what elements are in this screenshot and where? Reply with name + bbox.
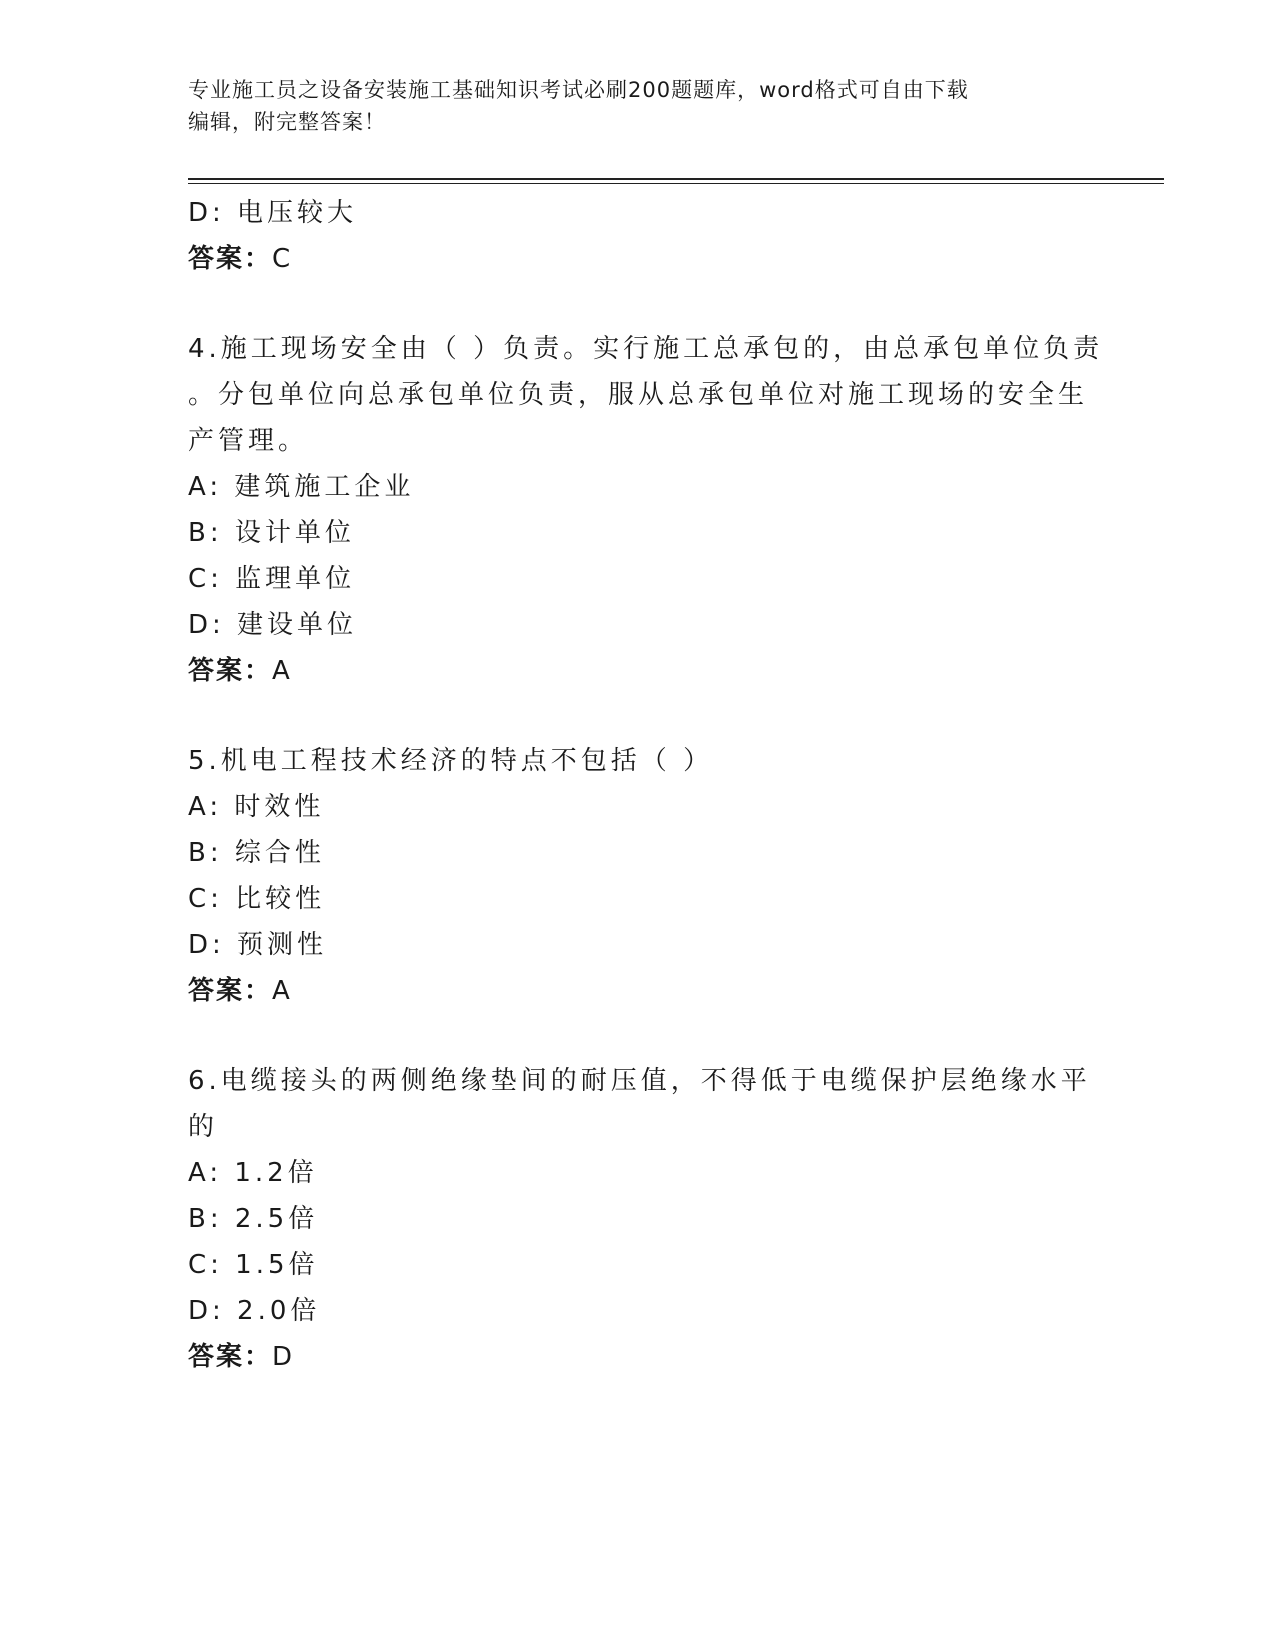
question-stem: 5.机电工程技术经济的特点不包括（ ） xyxy=(188,746,714,776)
option-a: A: 建筑施工企业 xyxy=(188,472,415,502)
question-3 xyxy=(188,190,1088,282)
option-a: A: 1.2倍 xyxy=(188,1158,318,1188)
header-line-2: 编辑，附完整答案！ xyxy=(188,110,386,134)
answer-label: 答案： xyxy=(188,1342,273,1372)
question-5 xyxy=(188,738,1088,1014)
option-b: B: 设计单位 xyxy=(188,518,355,548)
answer-line xyxy=(188,236,1088,282)
page-header xyxy=(188,74,1068,138)
question-content xyxy=(188,190,1104,1380)
question-stem: 。分包单位向总承包单位负责，服从总承包单位对施工现场的安全生 xyxy=(188,380,1089,410)
answer-value: D xyxy=(272,1342,295,1372)
option-d: D: 建设单位 xyxy=(188,610,358,640)
answer-label: 答案： xyxy=(188,656,273,686)
header-divider xyxy=(188,178,1164,184)
question-stem: 4.施工现场安全由（ ）负责。实行施工总承包的，由总承包单位负责 xyxy=(188,334,1104,364)
spacer xyxy=(188,1014,1088,1058)
answer-line xyxy=(188,1334,1088,1380)
question-stem: 的 xyxy=(188,1112,219,1142)
option-d: D: 电压较大 xyxy=(188,198,358,228)
answer-label: 答案： xyxy=(188,976,273,1006)
option-d: D: 预测性 xyxy=(188,930,328,960)
question-stem: 6.电缆接头的两侧绝缘垫间的耐压值，不得低于电缆保护层绝缘水平 xyxy=(188,1066,1091,1096)
answer-line xyxy=(188,968,1088,1014)
answer-value: A xyxy=(272,656,292,686)
option-a: A: 时效性 xyxy=(188,792,325,822)
question-6 xyxy=(188,1058,1091,1380)
answer-value: C xyxy=(272,244,293,274)
answer-label: 答案： xyxy=(188,244,273,274)
question-4 xyxy=(188,326,1104,694)
spacer xyxy=(188,694,1088,738)
option-d: D: 2.0倍 xyxy=(188,1296,321,1326)
question-stem: 产管理。 xyxy=(188,426,309,456)
option-c: C: 监理单位 xyxy=(188,564,356,594)
option-b: B: 2.5倍 xyxy=(188,1204,319,1234)
answer-line xyxy=(188,648,1088,694)
spacer xyxy=(188,282,1088,326)
option-c: C: 1.5倍 xyxy=(188,1250,319,1280)
option-b: B: 综合性 xyxy=(188,838,325,868)
option-c: C: 比较性 xyxy=(188,884,326,914)
answer-value: A xyxy=(272,976,292,1006)
header-line-1: 专业施工员之设备安装施工基础知识考试必刷200题题库，word格式可自由下载 xyxy=(188,78,969,102)
